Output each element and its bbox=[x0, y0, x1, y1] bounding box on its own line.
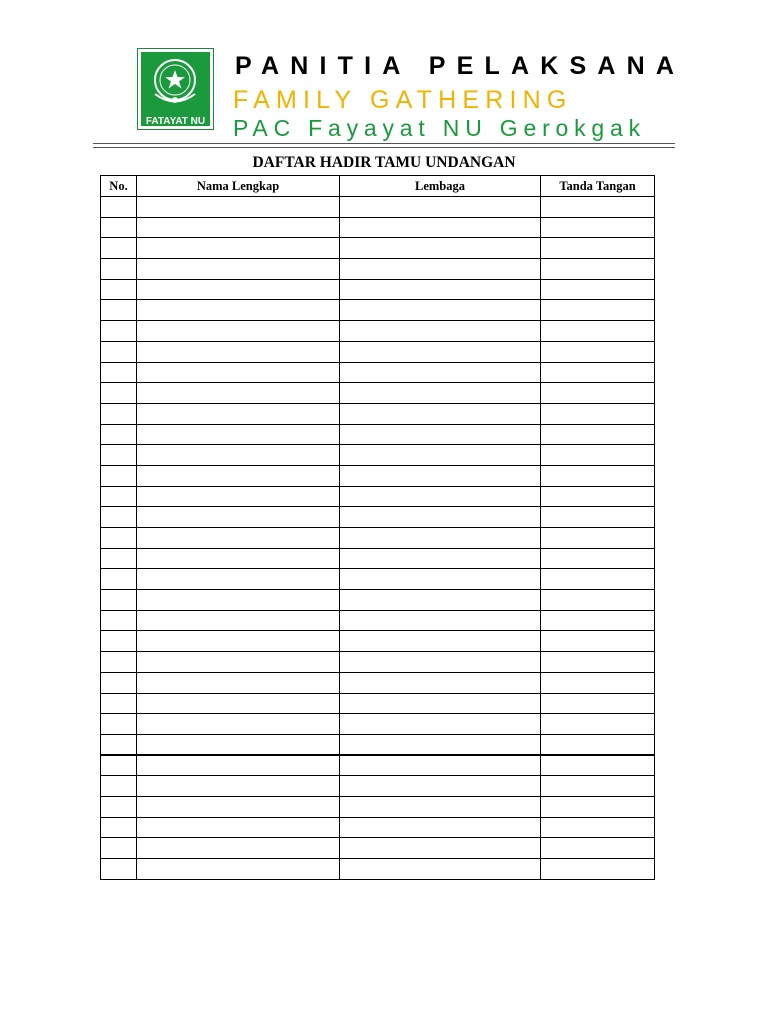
cell-signature bbox=[541, 838, 655, 859]
table-row bbox=[101, 486, 655, 507]
cell-no bbox=[101, 590, 137, 611]
cell-signature bbox=[541, 610, 655, 631]
table-row bbox=[101, 259, 655, 280]
cell-institution bbox=[340, 652, 541, 673]
cell-name bbox=[137, 528, 340, 549]
cell-no bbox=[101, 238, 137, 259]
table-row bbox=[101, 714, 655, 735]
cell-signature bbox=[541, 197, 655, 218]
table-row bbox=[101, 383, 655, 404]
table-row bbox=[101, 569, 655, 590]
cell-institution bbox=[340, 859, 541, 880]
cell-institution bbox=[340, 197, 541, 218]
cell-name bbox=[137, 403, 340, 424]
cell-no bbox=[101, 796, 137, 817]
cell-name bbox=[137, 362, 340, 383]
cell-no bbox=[101, 217, 137, 238]
table-row bbox=[101, 817, 655, 838]
document-title: DAFTAR HADIR TAMU UNDANGAN bbox=[252, 154, 516, 171]
cell-signature bbox=[541, 424, 655, 445]
cell-signature bbox=[541, 279, 655, 300]
cell-name bbox=[137, 465, 340, 486]
cell-institution bbox=[340, 755, 541, 776]
cell-signature bbox=[541, 528, 655, 549]
cell-no bbox=[101, 776, 137, 797]
cell-no bbox=[101, 424, 137, 445]
cell-name bbox=[137, 610, 340, 631]
cell-no bbox=[101, 383, 137, 404]
cell-no bbox=[101, 817, 137, 838]
cell-no bbox=[101, 631, 137, 652]
column-header-name: Nama Lengkap bbox=[137, 176, 340, 197]
cell-name bbox=[137, 445, 340, 466]
cell-no bbox=[101, 838, 137, 859]
cell-institution bbox=[340, 507, 541, 528]
cell-no bbox=[101, 569, 137, 590]
table-row bbox=[101, 776, 655, 797]
cell-signature bbox=[541, 776, 655, 797]
cell-name bbox=[137, 486, 340, 507]
cell-signature bbox=[541, 672, 655, 693]
cell-name bbox=[137, 776, 340, 797]
table-row bbox=[101, 341, 655, 362]
table-row bbox=[101, 610, 655, 631]
cell-name bbox=[137, 548, 340, 569]
table-row bbox=[101, 693, 655, 714]
cell-name bbox=[137, 672, 340, 693]
table-row bbox=[101, 465, 655, 486]
cell-signature bbox=[541, 817, 655, 838]
cell-name bbox=[137, 217, 340, 238]
cell-institution bbox=[340, 383, 541, 404]
cell-signature bbox=[541, 569, 655, 590]
table-row bbox=[101, 652, 655, 673]
cell-signature bbox=[541, 217, 655, 238]
table-row bbox=[101, 548, 655, 569]
table-row bbox=[101, 279, 655, 300]
cell-signature bbox=[541, 341, 655, 362]
table-header-row bbox=[101, 176, 655, 197]
cell-name bbox=[137, 734, 340, 755]
cell-no bbox=[101, 341, 137, 362]
event-name: FAMILY GATHERING bbox=[233, 86, 573, 114]
cell-institution bbox=[340, 321, 541, 342]
cell-institution bbox=[340, 279, 541, 300]
cell-signature bbox=[541, 755, 655, 776]
cell-no bbox=[101, 507, 137, 528]
cell-name bbox=[137, 383, 340, 404]
cell-name bbox=[137, 424, 340, 445]
cell-institution bbox=[340, 465, 541, 486]
cell-institution bbox=[340, 238, 541, 259]
logo-label: FATAYAT NU bbox=[145, 116, 206, 127]
table-row bbox=[101, 755, 655, 776]
cell-name bbox=[137, 507, 340, 528]
cell-name bbox=[137, 796, 340, 817]
cell-no bbox=[101, 859, 137, 880]
table-row bbox=[101, 838, 655, 859]
cell-signature bbox=[541, 796, 655, 817]
cell-name bbox=[137, 197, 340, 218]
cell-signature bbox=[541, 383, 655, 404]
cell-institution bbox=[340, 672, 541, 693]
cell-no bbox=[101, 362, 137, 383]
cell-institution bbox=[340, 817, 541, 838]
cell-institution bbox=[340, 486, 541, 507]
cell-no bbox=[101, 672, 137, 693]
cell-signature bbox=[541, 652, 655, 673]
cell-name bbox=[137, 341, 340, 362]
header-title: PANITIA PELAKSANA bbox=[235, 52, 686, 80]
cell-no bbox=[101, 652, 137, 673]
cell-no bbox=[101, 755, 137, 776]
cell-institution bbox=[340, 217, 541, 238]
cell-signature bbox=[541, 734, 655, 755]
cell-no bbox=[101, 259, 137, 280]
table-row bbox=[101, 859, 655, 880]
table-row bbox=[101, 528, 655, 549]
cell-institution bbox=[340, 362, 541, 383]
cell-no bbox=[101, 279, 137, 300]
cell-no bbox=[101, 486, 137, 507]
cell-institution bbox=[340, 838, 541, 859]
cell-signature bbox=[541, 300, 655, 321]
cell-no bbox=[101, 610, 137, 631]
header-divider bbox=[93, 143, 675, 144]
cell-institution bbox=[340, 776, 541, 797]
cell-name bbox=[137, 817, 340, 838]
cell-signature bbox=[541, 714, 655, 735]
cell-signature bbox=[541, 465, 655, 486]
cell-no bbox=[101, 714, 137, 735]
table-row bbox=[101, 197, 655, 218]
cell-name bbox=[137, 652, 340, 673]
cell-institution bbox=[340, 528, 541, 549]
table-row bbox=[101, 507, 655, 528]
table-row bbox=[101, 796, 655, 817]
fatayat-nu-logo bbox=[137, 48, 214, 130]
cell-institution bbox=[340, 734, 541, 755]
cell-no bbox=[101, 403, 137, 424]
cell-institution bbox=[340, 569, 541, 590]
table-row bbox=[101, 590, 655, 611]
cell-signature bbox=[541, 238, 655, 259]
cell-no bbox=[101, 300, 137, 321]
header-divider-thin bbox=[93, 147, 675, 148]
cell-institution bbox=[340, 341, 541, 362]
column-header-institution: Lembaga bbox=[340, 176, 541, 197]
cell-no bbox=[101, 445, 137, 466]
column-header-no: No. bbox=[101, 176, 137, 197]
cell-institution bbox=[340, 590, 541, 611]
cell-name bbox=[137, 693, 340, 714]
cell-signature bbox=[541, 548, 655, 569]
cell-signature bbox=[541, 590, 655, 611]
table-row bbox=[101, 300, 655, 321]
cell-no bbox=[101, 321, 137, 342]
table-body bbox=[101, 197, 655, 880]
table-row bbox=[101, 672, 655, 693]
cell-institution bbox=[340, 714, 541, 735]
cell-name bbox=[137, 590, 340, 611]
cell-institution bbox=[340, 548, 541, 569]
cell-name bbox=[137, 279, 340, 300]
cell-no bbox=[101, 734, 137, 755]
table-row bbox=[101, 238, 655, 259]
cell-institution bbox=[340, 445, 541, 466]
cell-institution bbox=[340, 424, 541, 445]
attendance-table bbox=[100, 175, 655, 880]
cell-institution bbox=[340, 610, 541, 631]
cell-name bbox=[137, 755, 340, 776]
cell-name bbox=[137, 259, 340, 280]
table-row bbox=[101, 445, 655, 466]
cell-institution bbox=[340, 631, 541, 652]
cell-institution bbox=[340, 693, 541, 714]
cell-signature bbox=[541, 859, 655, 880]
cell-signature bbox=[541, 362, 655, 383]
cell-signature bbox=[541, 693, 655, 714]
cell-name bbox=[137, 631, 340, 652]
cell-no bbox=[101, 693, 137, 714]
cell-name bbox=[137, 569, 340, 590]
cell-institution bbox=[340, 259, 541, 280]
cell-signature bbox=[541, 321, 655, 342]
table-row bbox=[101, 424, 655, 445]
table-row bbox=[101, 403, 655, 424]
cell-name bbox=[137, 238, 340, 259]
cell-signature bbox=[541, 259, 655, 280]
cell-signature bbox=[541, 403, 655, 424]
cell-no bbox=[101, 465, 137, 486]
cell-signature bbox=[541, 486, 655, 507]
cell-name bbox=[137, 838, 340, 859]
column-header-signature: Tanda Tangan bbox=[541, 176, 655, 197]
cell-name bbox=[137, 321, 340, 342]
cell-institution bbox=[340, 403, 541, 424]
table-row bbox=[101, 321, 655, 342]
cell-institution bbox=[340, 796, 541, 817]
cell-no bbox=[101, 197, 137, 218]
table-row bbox=[101, 734, 655, 755]
cell-name bbox=[137, 714, 340, 735]
cell-no bbox=[101, 528, 137, 549]
cell-institution bbox=[340, 300, 541, 321]
table-row bbox=[101, 217, 655, 238]
cell-name bbox=[137, 859, 340, 880]
cell-signature bbox=[541, 631, 655, 652]
cell-name bbox=[137, 300, 340, 321]
organizer-name: PAC Fayayat NU Gerokgak bbox=[233, 115, 646, 141]
table-row bbox=[101, 631, 655, 652]
cell-signature bbox=[541, 445, 655, 466]
cell-no bbox=[101, 548, 137, 569]
cell-signature bbox=[541, 507, 655, 528]
table-row bbox=[101, 362, 655, 383]
